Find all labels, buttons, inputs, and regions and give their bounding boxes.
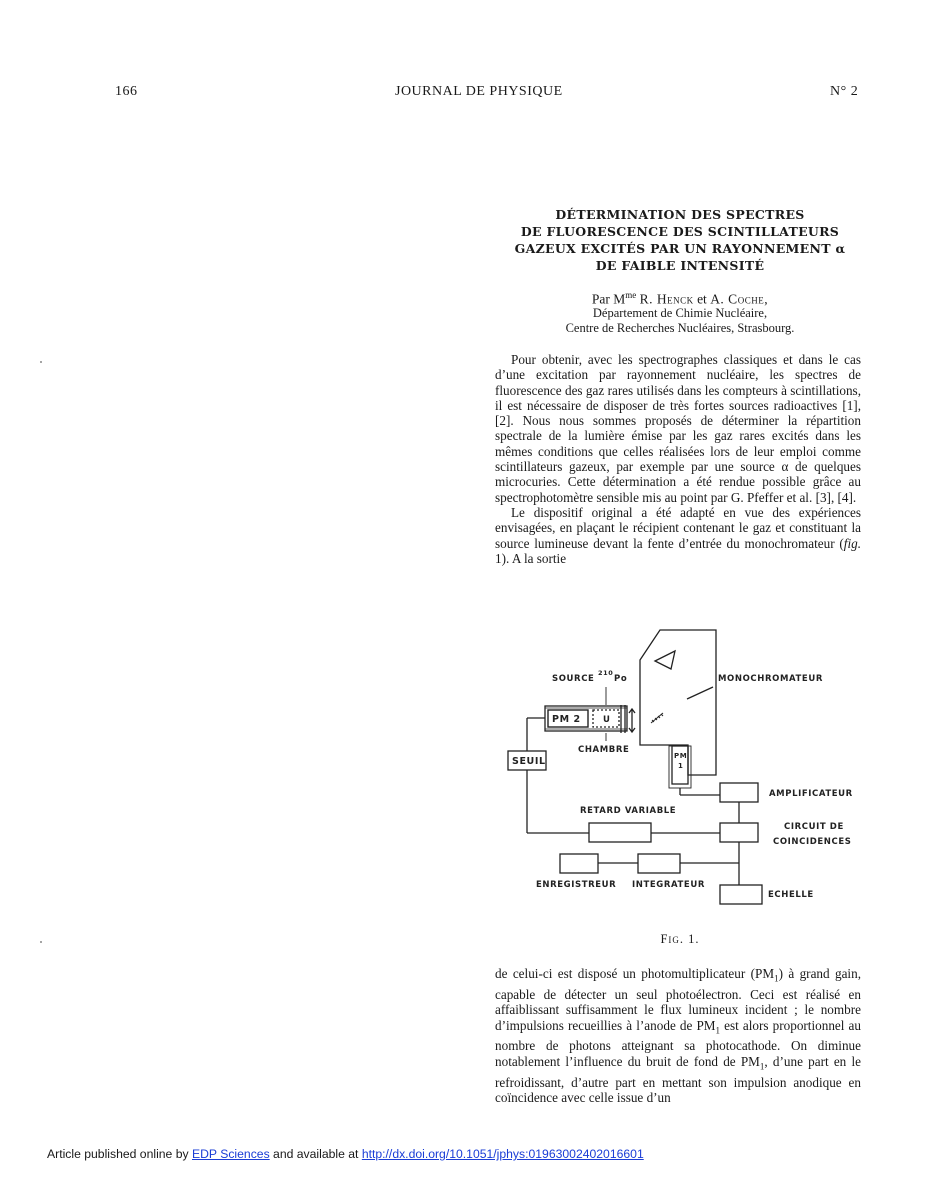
grating-symbol [651, 713, 663, 723]
label-circuit-de: CIRCUIT DE [784, 822, 844, 832]
label-isotope: Po [614, 674, 628, 684]
title-line: DÉTERMINATION DES SPECTRES [555, 207, 805, 222]
prism-symbol [655, 651, 675, 669]
label-pm1: PM [674, 752, 688, 760]
echelle-box [720, 885, 762, 904]
label-pm2: PM 2 [552, 714, 581, 725]
paragraph: Le dispositif original a été adapté en vue des expériences envisagées, en plaçant le récipient contenant le gaz et constituant la source lumineuse devant la fente d’entrée du monochromateur (fig. 1). A la sortie [495, 504, 861, 566]
enregistreur-box [560, 854, 598, 873]
affiliation: Département de Chimie Nucléaire, Centre de Recherches Nucléaires, Strasbourg. [565, 306, 795, 335]
issue-number: N° 2 [830, 84, 859, 99]
label-isotope-mass: 210 [598, 669, 614, 677]
label-enregistreur: ENREGISTREUR [536, 880, 617, 890]
body-text-bottom [495, 966, 861, 1105]
monochromator-pointer [687, 687, 713, 699]
label-monochromateur: MONOCHROMATEUR [718, 674, 823, 684]
margin-speck [40, 941, 42, 943]
label-chambre: CHAMBRE [578, 745, 630, 755]
margin-speck [40, 361, 42, 363]
label-pm1-number: 1 [678, 762, 684, 770]
publication-footer: Article published online by EDP Sciences and available at http://dx.doi.org/10.1051/jphys:01963002402016601 [47, 1147, 644, 1161]
authors: Par $M^{me}$ R. Henck et A. Coche, [591, 290, 769, 307]
body-text-top [495, 352, 861, 566]
title-line: GAZEUX EXCITÉS PAR UN RAYONNEMENT α [514, 241, 846, 256]
figure-caption: Fig. 1. [660, 932, 700, 946]
author-name: R. Henck [639, 291, 694, 307]
page-number: 166 [115, 84, 138, 99]
journal-title: JOURNAL DE PHYSIQUE [395, 84, 563, 99]
label-echelle: ECHELLE [768, 890, 814, 900]
doi-link[interactable]: http://dx.doi.org/10.1051/jphys:01963002402016601 [361, 1147, 644, 1161]
retard-variable-box [589, 823, 651, 842]
label-retard-variable: RETARD VARIABLE [580, 806, 677, 816]
amplificateur-box [720, 783, 758, 802]
label-amplificateur: AMPLIFICATEUR [769, 789, 853, 799]
title-line: DE FLUORESCENCE DES SCINTILLATEURS [520, 224, 840, 239]
paragraph: Pour obtenir, avec les spectrographes classiques et dans le cas d’une excitation par rayonnement nucléaire, les spectres de fluorescence des gaz rares utilisés dans les compteurs à scintillations, il est nécessaire de disposer de très fortes sources radioactives [1], [2]. Nous nous sommes proposés de déterminer la répartition spectrale de la lumière émise par les gaz rares excités dans les mêmes conditions que celles réalisées lors de leur emploi comme scintillateurs gazeux, par exemple par une source α de quelques microcuries. Cette détermination a été rendue possible grâce au spectrophotomètre sensible mis au point par G. Pfeffer et al. [3], [4]. [495, 352, 861, 505]
integrateur-box [638, 854, 680, 873]
label-source: SOURCE [552, 674, 595, 684]
label-u: U [603, 715, 611, 725]
title-line: DE FAIBLE INTENSITÉ [595, 258, 765, 273]
label-integrateur: INTEGRATEUR [632, 880, 705, 890]
coincidences-box [720, 823, 758, 842]
article-title [495, 206, 865, 274]
block-diagram [505, 625, 865, 915]
label-coincidences: COINCIDENCES [773, 837, 852, 847]
label-seuil: SEUIL [512, 756, 546, 767]
paragraph: de celui-ci est disposé un photomultiplicateur $(PM_1)$ à grand gain, capable de détecter un seul photoélectron. Ceci est réalisé en affaiblissant suffisamment le flux lumineux incident ; le nombre d’impulsions recueillies à l’anode de $PM_1$ est alors proportionnel au nombre de photons atteignant sa photocathode. On diminue notablement l’influence du bruit de fond de $PM_1$, d’une part en le refroidissant, d’autre part en mettant son impulsion anodique en coïncidence avec celle issue d’un [495, 966, 861, 1105]
author-name: A. Coche, [710, 291, 769, 307]
edp-sciences-link[interactable]: EDP Sciences [191, 1147, 270, 1161]
